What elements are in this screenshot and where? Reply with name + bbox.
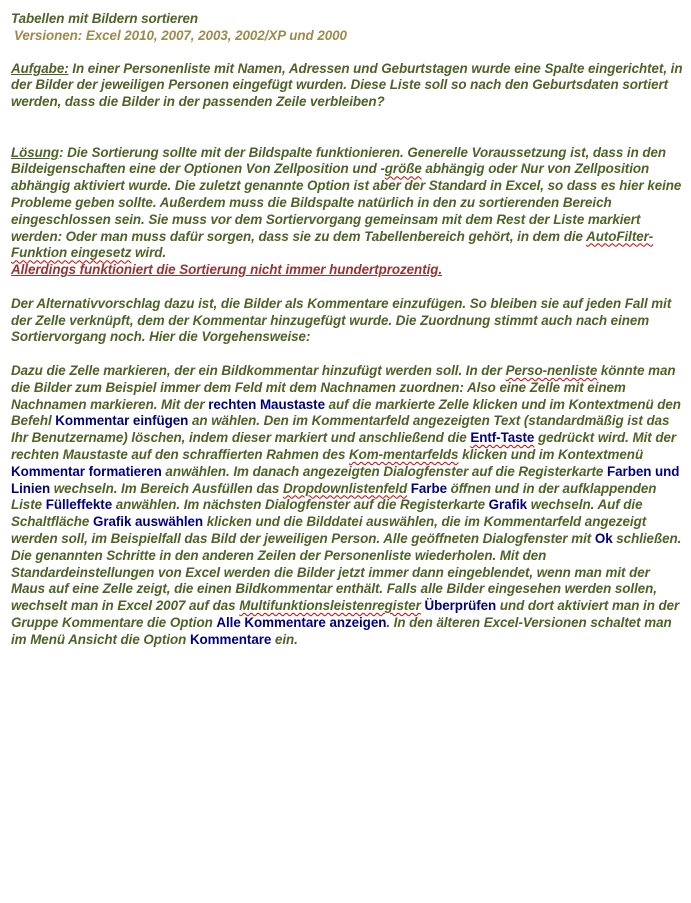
- loesung-text-1: : Die Sortierung sollte mit der Bildspalte funktionieren. Generelle Voraussetzung ist, dass in den Bildeigenschaften eine der Optionen Von Zellposition und -: [11, 144, 667, 177]
- document-title: Tabellen mit Bildern sortieren: [11, 11, 199, 26]
- spellcheck-word: AutoFilter-Funktion eingesetz: [11, 228, 654, 261]
- spellcheck-word: Kom-mentarfelds: [349, 446, 459, 462]
- loesung-text-2: abhängig oder Nur von Zellposition abhängig aktiviert wurde. Die zuletzt genannte Option ist aber der Standard in Excel, so dass es hier keine Probleme geben sollte. Außerdem muss die Bildspalte natürlich in den zu sortierenden Bereich eingeschlossen sein. Sie muss vor dem Sortiervorgang gemeinsam mit dem Rest der Liste markiert werden: Oder man muss dafür sorgen, dass sie zu dem Tabellenbereich gehört, in dem die: [11, 161, 682, 244]
- document: [11, 11, 683, 665]
- spellcheck-word: Multifunktionsleistenregister: [239, 598, 421, 614]
- steps-text: und dort aktiviert man in der Gruppe Kommentare die Option: [11, 598, 680, 630]
- keyword: Grafik auswählen: [92, 514, 204, 530]
- keyword: Ok: [594, 530, 613, 546]
- steps-paragraph: [11, 363, 683, 649]
- steps-text: ein.: [271, 631, 298, 647]
- steps-text: auf die markierte Zelle klicken und im Kontextmenü den Befehl: [11, 396, 681, 429]
- steps-text: öffnen und in der aufklappenden Liste: [11, 480, 657, 513]
- spellcheck-word: größe: [384, 161, 422, 177]
- keyword: Farben und Linien: [11, 463, 680, 496]
- versions-line: Versionen: Excel 2010, 2007, 2003, 2002/XP und 2000: [14, 27, 347, 43]
- keyword: Grafik: [488, 497, 528, 513]
- alternativ-paragraph: Der Alternativvorschlag dazu ist, die Bilder als Kommentare einzufügen. So bleiben sie auf jeden Fall mit der Zelle verknüpft, dem der Kommentar hinzugefügt wurde. Die Zuordnung stimmt auch nach einem Sortiervorgang noch. Hier die Vorgehensweise:: [11, 295, 672, 345]
- keyword: Überprüfen: [424, 598, 497, 614]
- keyword: rechten Maustaste: [208, 396, 325, 412]
- steps-text: anwählen. Im danach angezeigten Dialogfenster auf die Registerkarte: [161, 463, 608, 479]
- steps-text: gedrückt wird. Mit der rechten Maustaste auf den schraffierten Rahmen des: [11, 430, 677, 462]
- steps-text: wechseln. Auf die Schaltfläche: [11, 497, 643, 530]
- steps-text: . In den älteren Excel-Versionen schaltet man im Menü Ansicht die Option: [11, 614, 672, 647]
- aufgabe-text: In einer Personenliste mit Namen, Adressen und Geburtstagen wurde eine Spalte eingerichtet, in der Bilder der jeweiligen Personen eingefügt wurden. Diese Liste soll so nach den Geburtsdaten sortiert werden, dass die Bilder in der passenden Zeile verbleiben?: [11, 60, 683, 110]
- keyword: Kommentare: [189, 631, 272, 647]
- keyword: Kommentar einfügen: [55, 413, 189, 429]
- steps-text: wechseln. Im Bereich Ausfüllen das: [50, 480, 283, 496]
- keyword: Fülleffekte: [45, 497, 113, 513]
- spellcheck-word: Dropdownlistenfeld: [283, 480, 408, 496]
- warning-text: Allerdings funktioniert die Sortierung nicht immer hundertprozentig.: [11, 262, 443, 278]
- aufgabe-paragraph: [11, 61, 683, 111]
- steps-text: an wählen. Den im Kommentarfeld angezeigten Text (standardmäßig ist das Ihr Benutzername) löschen, indem dieser markiert und anschließend die: [11, 413, 670, 446]
- keyword: Farbe: [410, 480, 447, 496]
- loesung-paragraph: [11, 145, 683, 279]
- loesung-label: Lösung: [11, 144, 60, 160]
- steps-text: könnte man die Bilder zum Beispiel immer dem Feld mit dem Nachnamen zuordnen: Also eine Zelle mit einem Nachnamen markieren. Mit der: [11, 362, 676, 412]
- keyword: Alle Kommentare anzeigen: [216, 614, 387, 630]
- aufgabe-label: Aufgabe:: [11, 60, 69, 76]
- keyword: Kommentar formatieren: [11, 463, 162, 479]
- spellcheck-word: Perso-nenliste: [505, 362, 598, 378]
- steps-text: klicken und im Kontextmenü: [458, 446, 644, 462]
- keyword: Entf-Taste: [470, 430, 535, 446]
- steps-text: schließen. Die genannten Schritte in den anderen Zeilen der Personenliste wiederholen. Mit den Standardeinstellungen von Excel werden die Bilder jetzt immer dann eingeblendet, wenn man mit der Maus auf eine Zelle zeigt, die einen Bildkommentar enthält. Falls alle Bilder eingesehen werden sollen, wechselt man in Excel 2007 auf das: [11, 530, 682, 614]
- steps-text: Dazu die Zelle markieren, der ein Bildkommentar hinzufügt werden soll. In der: [11, 362, 506, 378]
- steps-text: anwählen. Im nächsten Dialogfenster auf die Registerkarte: [112, 497, 489, 513]
- loesung-text-3: wird.: [131, 245, 167, 261]
- steps-text: klicken und die Bilddatei auswählen, die im Kommentarfeld angezeigt werden soll, im Beispielfall das Bild der jeweiligen Person. Alle geöffneten Dialogfenster mit: [11, 514, 647, 546]
